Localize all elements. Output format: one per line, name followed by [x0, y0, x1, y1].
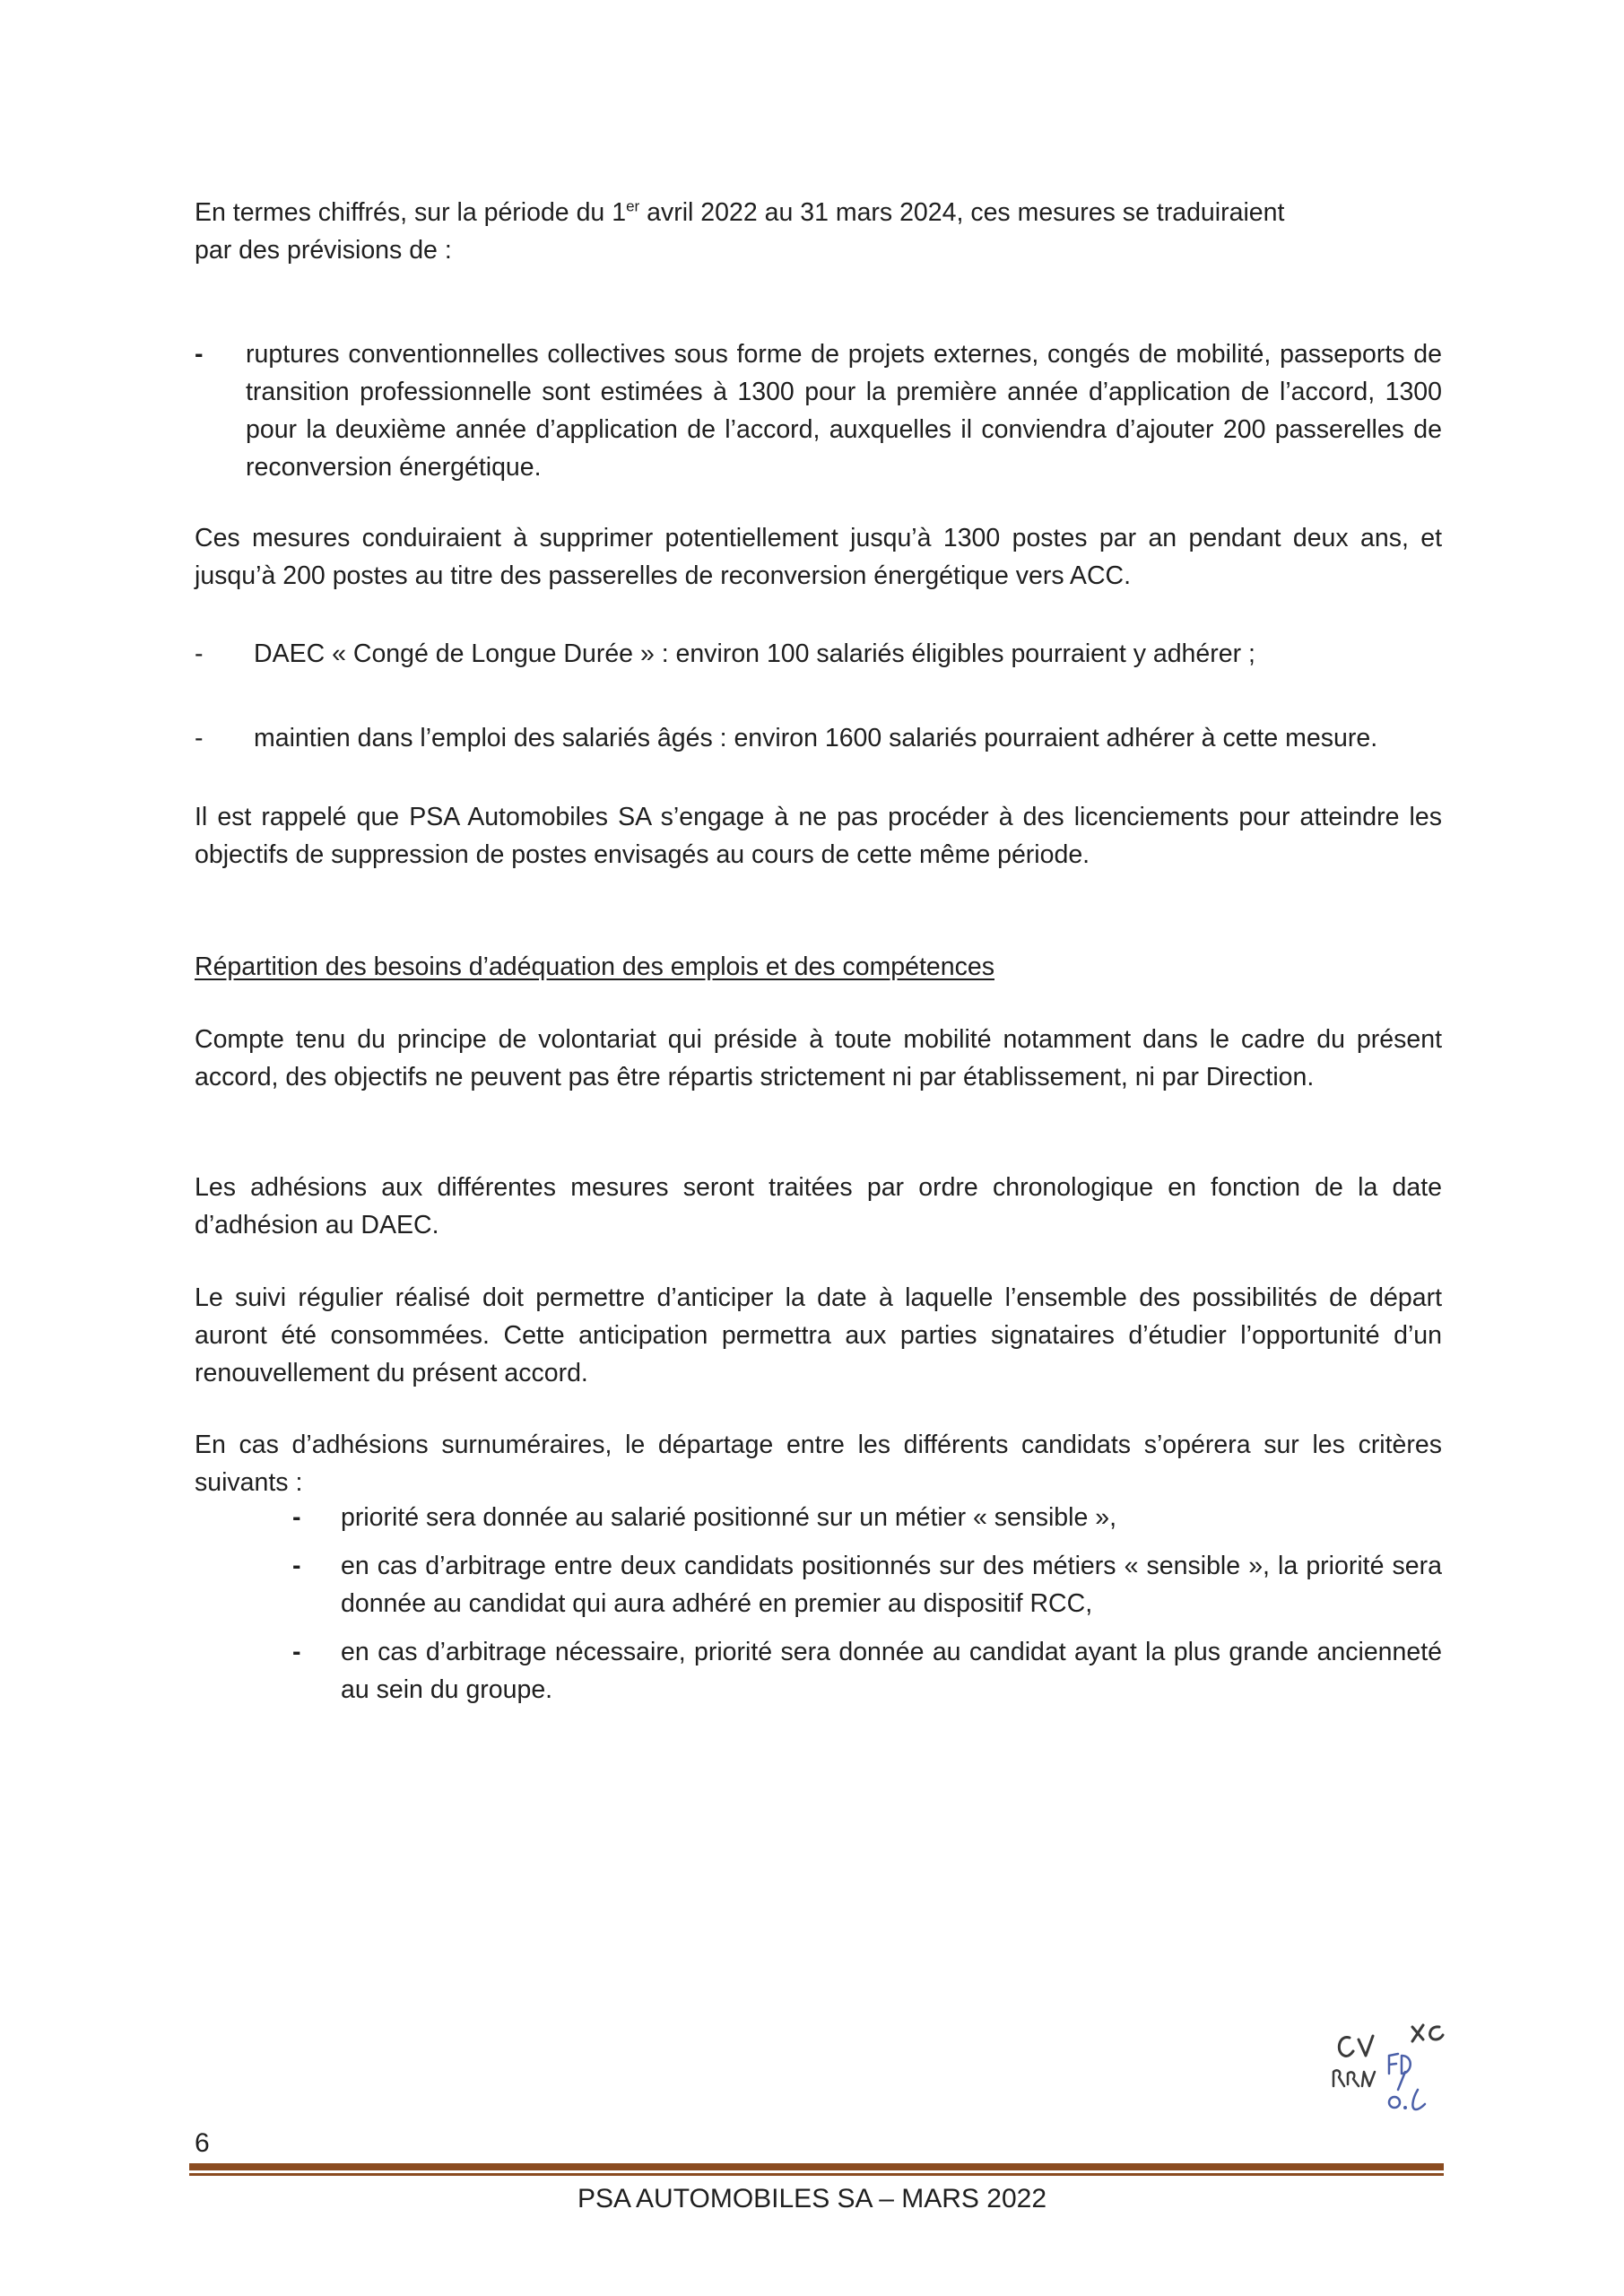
criteria-text: en cas d’arbitrage nécessaire, priorité sera donnée au candidat ayant la plus grande ancienneté au sein du groupe.: [341, 1638, 1442, 1704]
list-item-text: DAEC « Congé de Longue Durée » : environ 100 salariés éligibles pourraient y adhérer ;: [254, 639, 1255, 668]
intro-superscript: er: [626, 197, 640, 215]
intro-text-end: avril 2022 au 31 mars 2024, ces mesures se traduiraient: [639, 198, 1285, 227]
intro-text-line2: par des prévisions de :: [195, 236, 452, 265]
paragraph-adhesions: Les adhésions aux différentes mesures seront traitées par ordre chronologique en fonction de la date d’adhésion au DAEC.: [195, 1173, 1442, 1239]
paragraph-rappel: Il est rappelé que PSA Automobiles SA s’engage à ne pas procéder à des licenciements pour atteindre les objectifs de suppression de postes envisagés au cours de cette même période.: [195, 803, 1442, 869]
footer-rule-thin: [189, 2173, 1444, 2176]
intro-text-start: En termes chiffrés, sur la période du 1: [195, 198, 627, 227]
paragraph-suivi: Le suivi régulier réalisé doit permettre d’anticiper la date à laquelle l’ensemble des possibilités de départ auront été consommées. Cette anticipation permettra aux parties signataires d’étudier l’opportunité d’un renouvellement du présent accord.: [195, 1283, 1442, 1387]
criteria-list: [287, 1499, 1442, 1719]
dash-bullet: -: [195, 724, 204, 752]
dash-bullet: -: [292, 1638, 301, 1666]
criteria-item: [287, 1547, 1442, 1622]
footer-text: PSA AUTOMOBILES SA – MARS 2022: [577, 2184, 1047, 2213]
list-item-text: maintien dans l’emploi des salariés âgés : environ 1600 salariés pourraient adhérer à cette mesure.: [254, 724, 1378, 752]
list-item-ruptures: [195, 335, 1442, 486]
dash-bullet: -: [195, 340, 204, 369]
paragraph-mesures: Ces mesures conduiraient à supprimer potentiellement jusqu’à 1300 postes par an pendant deux ans, et jusqu’à 200 postes au titre des passerelles de reconversion énergétique vers ACC.: [195, 524, 1442, 590]
list-item-maintien: [195, 719, 1442, 757]
paragraph-volontariat: Compte tenu du principe de volontariat qui préside à toute mobilité notamment dans le cadre du présent accord, des objectifs ne peuvent pas être répartis strictement ni par établissement, ni par Direction.: [195, 1025, 1442, 1091]
footer-rule-thick: [189, 2163, 1444, 2170]
list-item-daec: [195, 635, 1442, 673]
dash-bullet: -: [292, 1552, 301, 1580]
handwritten-initials: [1323, 2009, 1466, 2126]
dash-bullet: -: [195, 639, 204, 668]
dash-bullet: -: [292, 1503, 301, 1532]
intro-paragraph: [195, 194, 1442, 269]
criteria-item: [287, 1499, 1442, 1536]
criteria-text: en cas d’arbitrage entre deux candidats positionnés sur des métiers « sensible », la priorité sera donnée au candidat qui aura adhéré en premier au dispositif RCC,: [341, 1552, 1442, 1618]
list-item-text: ruptures conventionnelles collectives sous forme de projets externes, congés de mobilité, passeports de transition professionnelle sont estimées à 1300 pour la première année d’application de l’accord, 1300 pour la deuxième année d’application de l’accord, auxquelles il conviendra d’ajouter 200 passerelles de reconversion énergétique.: [246, 340, 1442, 482]
paragraph-cas: En cas d’adhésions surnuméraires, le départage entre les différents candidats s’opérera sur les critères suivants :: [195, 1431, 1442, 1497]
criteria-item: [287, 1633, 1442, 1709]
section-heading: Répartition des besoins d’adéquation des emplois et des compétences: [195, 952, 994, 981]
criteria-text: priorité sera donnée au salarié positionné sur un métier « sensible »,: [341, 1503, 1117, 1532]
page-number: 6: [195, 2128, 210, 2158]
